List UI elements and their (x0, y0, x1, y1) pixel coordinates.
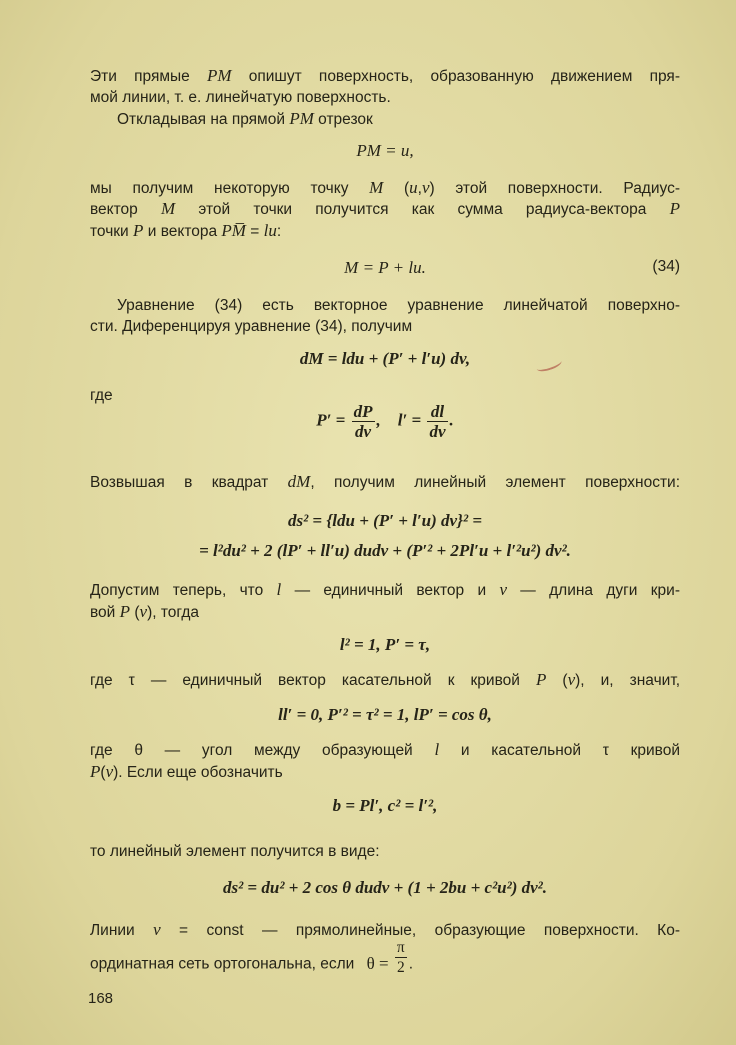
theta-lhs: θ = (366, 953, 389, 973)
text-line-last (90, 939, 680, 977)
inline-math: P (669, 199, 681, 218)
denominator: dv (355, 422, 372, 441)
text-line: Возвышая в квадрат dM, получим линейный элемент поверхности: (90, 472, 681, 491)
inline-math: v (153, 920, 161, 939)
inline-math: v (499, 580, 507, 599)
inline-math: P (133, 221, 144, 240)
text-line: Уравнение (34) есть векторное уравнение линейчатой поверхно- (117, 297, 680, 314)
equation-ds2-line1: ds² = {ldu + (P′ + l′u) dv}² = (287, 511, 483, 530)
equation-pm-u: PM = u, (356, 141, 414, 160)
text-line: где θ — угол между образующей l и касательной τ кривой (90, 740, 680, 759)
inline-math: M (369, 178, 384, 197)
denominator: 2 (396, 959, 405, 976)
numerator: dP (353, 402, 373, 421)
inline-math: lu (263, 221, 277, 240)
inline-math: v (567, 670, 576, 689)
text-line: мой линии, т. е. линейчатую поверхность. (90, 89, 391, 106)
inline-math: v (105, 762, 114, 781)
inline-math: P (119, 602, 131, 621)
inline-math: P (90, 762, 101, 781)
denominator: dv (429, 422, 446, 441)
equation-derivatives: P′ = $\frac{dP}{dv}$ , l′ = $\frac{dl}{dv}$ . (316, 402, 454, 441)
fraction-dp-dv (352, 402, 375, 441)
inline-math: PM̅ (221, 221, 246, 240)
text-line: P(v). Если еще обозначить (90, 762, 283, 781)
text: ординатная сеть ортогональна, если (90, 955, 355, 973)
text-line: где τ — единичный вектор касательной к кривой P (v), и, значит, (90, 670, 681, 689)
inline-math: dM (287, 472, 311, 491)
equation-ds2-final: ds² = du² + 2 cos θ dudv + (1 + 2bu + c²u²) dv². (222, 878, 548, 897)
p-prime-lhs: P′ = (316, 410, 346, 430)
inline-math: v (139, 602, 148, 621)
text-line: Допустим теперь, что l — единичный вектор и v — длина дуги кри- (90, 580, 680, 599)
inline-math: v (421, 178, 430, 197)
text-line: вой P (v), тогда (90, 602, 200, 621)
equation-unit: l² = 1, P′ = τ, (339, 635, 431, 654)
numerator: π (396, 939, 405, 956)
text-line: сти. Диференцируя уравнение (34), получим (90, 318, 413, 335)
inline-math: PM (289, 109, 314, 128)
text-line: Откладывая на прямой PM отрезок (117, 109, 373, 128)
inline-math: u (409, 178, 418, 197)
text-line: то линейный элемент получится в виде: (90, 843, 380, 860)
text-line: Эти прямые PM опишут поверхность, образованную движением пря- (90, 66, 680, 85)
period: . (408, 955, 414, 973)
text-line: вектор M этой точки получится как сумма радиуса-вектора P (90, 199, 681, 218)
text-line: мы получим некоторую точку M (u,v) этой поверхности. Радиус- (90, 178, 681, 197)
equation-34: M = P + lu. (344, 258, 426, 277)
fraction-dl-dv (427, 402, 447, 441)
equation-dm: dM = ldu + (P′ + l′u) dv, (299, 349, 471, 368)
l-prime-lhs: l′ = (397, 410, 422, 430)
text-line: Линии v = const — прямолинейные, образующие поверхности. Ко- (90, 920, 680, 939)
equation-number: (34) (652, 258, 680, 275)
text-line: точки P и вектора PM̅ = lu: (90, 221, 282, 240)
page-number: 168 (88, 990, 114, 1007)
inline-math: P (535, 670, 547, 689)
inline-math: l (434, 740, 440, 759)
text-line: где (90, 387, 113, 404)
inline-math: PM (206, 66, 232, 85)
inline-math: M (161, 199, 176, 218)
fraction-pi-2 (395, 938, 407, 977)
equation-ds2-line2: = l²du² + 2 (lP′ + ll′u) dudv + (P′² + 2Pl′u + l′²u²) dv². (199, 541, 571, 560)
inline-math: l (276, 580, 282, 599)
equation-products: ll′ = 0, P′² = τ² = 1, lP′ = cos θ, (278, 705, 492, 724)
numerator: dl (427, 402, 447, 422)
equation-b-c: b = Pl′, c² = l′², (332, 796, 438, 815)
